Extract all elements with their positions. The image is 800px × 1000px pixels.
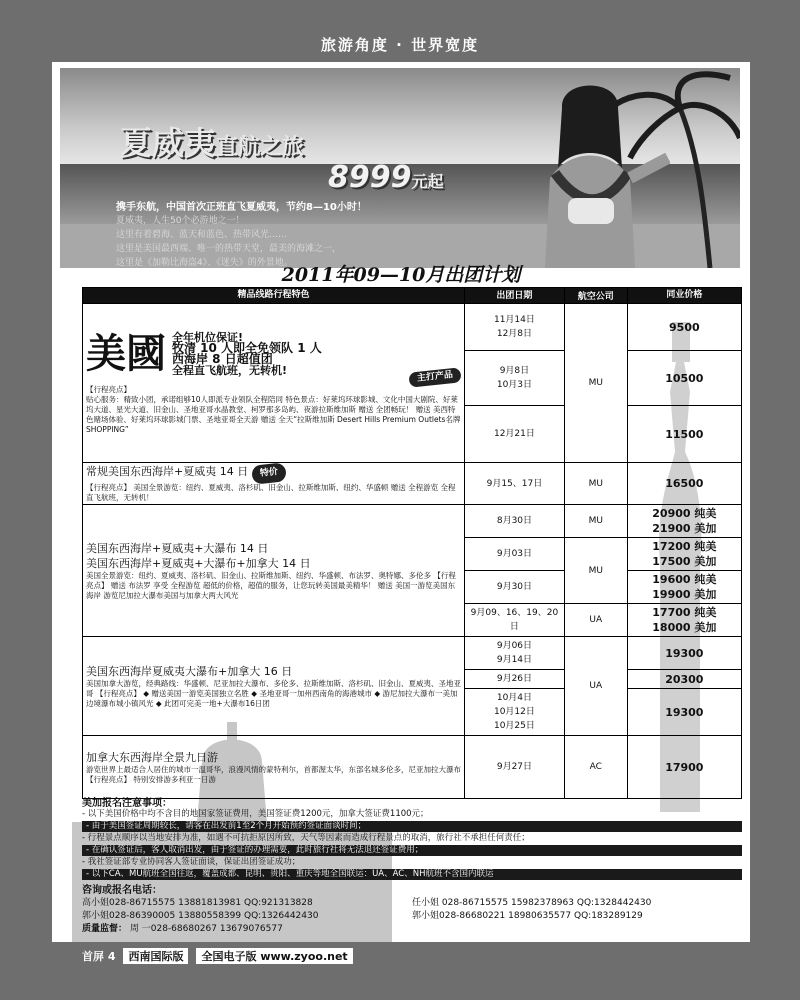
date-text: 9月14日 bbox=[496, 655, 533, 665]
date-text: 9月8日 bbox=[499, 366, 530, 376]
hero-tagline: 携手东航，中国首次正班直飞夏威夷，节约8—10小时！ bbox=[116, 202, 367, 213]
table-row bbox=[83, 736, 742, 799]
airline-cell: MU bbox=[564, 505, 627, 538]
route-cell bbox=[83, 736, 465, 799]
registration-notes bbox=[82, 798, 742, 881]
usa-title: 美國 bbox=[86, 329, 166, 377]
footer-brand: 西南国际版 bbox=[123, 948, 188, 964]
date-text: 10月4日 bbox=[496, 693, 533, 703]
date-cell bbox=[465, 637, 565, 670]
price-cell bbox=[627, 538, 741, 571]
footer-page-number: 首屏 4 bbox=[82, 950, 116, 963]
note-item: - 行程景点顺序以当地安排为准，如遇不可抗拒原因所致，天气等因素而造成行程景点的取消，旅行社不承担任何责任； bbox=[82, 833, 530, 843]
date-cell: 9月03日 bbox=[465, 538, 565, 571]
route-body: 【行程亮点】 美国全景游览：纽约、夏威夷、洛杉矶、旧金山、拉斯维加斯、纽约、华盛顿 赠送 全程游览 全程直飞航班，无转机！ bbox=[86, 483, 456, 502]
usa-headline-2: 牧清 10 人即全免领队 1 人 bbox=[172, 340, 322, 355]
date-cell: 9月26日 bbox=[465, 670, 565, 689]
route-title: 美国东西海岸+夏威夷+大瀑布+加拿大 14 日 bbox=[86, 556, 311, 570]
price-cell: 19300 bbox=[627, 689, 741, 736]
contacts-title: 咨询或报名电话： bbox=[82, 885, 162, 896]
hula-woman-image bbox=[510, 78, 670, 268]
date-text: 9月06日 bbox=[496, 641, 533, 651]
route-cell bbox=[83, 505, 465, 637]
route-body: 美国加拿大游览，经典路线：华盛顿、尼亚加拉大瀑布、多伦多、拉斯维加斯、洛杉矶、旧金山、夏威夷、圣地亚哥 【行程亮点】 ◆ 赠送美国一游览美国独立名胜 ◆ 圣地亚哥一加州西南角的海港城市 ◆ 游尼加拉大瀑布一美加边境瀑布城小镇风光 ◆ 此团可完美一地+大瀑布16日团 bbox=[86, 678, 461, 708]
price-text: 17700 纯美 bbox=[652, 606, 717, 619]
price-cell: 20300 bbox=[627, 670, 741, 689]
note-item: - 以下CA、MU航班全国往返，覆盖成都、昆明、贵阳、重庆等地全国联运：UA、AC、NH航班不含国内联运 bbox=[82, 869, 742, 880]
route-body: 美国全景游览：纽约、夏威夷、洛杉矶、旧金山、拉斯维加斯、纽约、华盛顿、布法罗、奥特娜、多伦多 【行程亮点】 赠送 布法罗 享受 全程游览 超低的价格，超值的服务，让您玩转美国最美精华！ 赠送 美国一游览美国东海岸 游览尼加拉大瀑布美国与加拿大两大风光 bbox=[86, 570, 456, 600]
date-cell: 8月30日 bbox=[465, 505, 565, 538]
usa-route-cell bbox=[83, 304, 465, 463]
route-title: 美国东西海岸夏威夷大瀑布+加拿大 16 日 bbox=[86, 664, 293, 678]
quality-supervision: 质量监督： 周 一028-68680267 13679076577 bbox=[82, 924, 283, 934]
airline-cell: UA bbox=[564, 604, 627, 637]
page-header-title: 旅游角度 · 世界宽度 bbox=[320, 36, 480, 54]
header-date: 出团日期 bbox=[465, 288, 565, 304]
price-text: 20900 纯美 bbox=[652, 507, 717, 520]
hero-price-value: 8999 bbox=[328, 160, 412, 195]
airline-cell: MU bbox=[564, 538, 627, 604]
hero-line: 这里是《加勒比海盗4》、《迷失》的外景地。 bbox=[116, 258, 293, 268]
price-cell: 10500 bbox=[627, 351, 741, 406]
date-cell: 12月21日 bbox=[465, 406, 565, 463]
table-row bbox=[83, 637, 742, 670]
usa-headline-4: 全程直飞航班，无转机! bbox=[172, 363, 288, 377]
date-cell: 9月27日 bbox=[465, 736, 565, 799]
plan-title: 2011年09—10月出团计划 bbox=[281, 264, 521, 286]
note-item: - 以下美国价格中均不含目的地国家签证费用，美国签证费1200元，加拿大签证费1100元； bbox=[82, 809, 429, 819]
note-item: - 在确认签证后，客人取消出发，由于签证的办理需要，此时旅行社将无法退还签证费用； bbox=[82, 845, 742, 856]
price-text: 19600 纯美 bbox=[652, 573, 717, 586]
price-cell: 17900 bbox=[627, 736, 741, 799]
hero-title-main: 夏威夷 bbox=[120, 124, 217, 162]
tour-plan-table bbox=[82, 287, 742, 799]
route-title-text: 常规美国东西海岸+夏威夷 14 日 bbox=[86, 465, 249, 478]
main-product-badge: 主打产品 bbox=[408, 367, 461, 387]
note-item: - 由于美国签证周期较长，请客在出发前1至2个月开始预约签证面谈时间； bbox=[82, 821, 742, 832]
hero-price-unit: 元起 bbox=[411, 172, 444, 191]
date-text: 12月8日 bbox=[496, 329, 533, 339]
hero-line: 夏威夷，人生50个必游地之一！ bbox=[116, 216, 245, 226]
price-text: 17500 美加 bbox=[652, 555, 717, 568]
route-title bbox=[86, 464, 461, 483]
date-cell bbox=[465, 351, 565, 406]
route-body: 游览世界上最适合人居住的城市一温哥华，浪漫风情的蒙特利尔，首都渥太华，东部名城多伦多，尼亚加拉大瀑布 【行程亮点】 特别安排游多利亚一日游 bbox=[86, 764, 461, 784]
price-cell: 9500 bbox=[627, 304, 741, 351]
date-text: 10月12日 bbox=[493, 707, 535, 717]
table-row bbox=[83, 463, 742, 505]
date-cell: 9月30日 bbox=[465, 571, 565, 604]
price-cell bbox=[627, 604, 741, 637]
route-cell bbox=[83, 637, 465, 736]
date-cell bbox=[465, 689, 565, 736]
date-cell: 9月09、16、19、20日 bbox=[465, 604, 565, 637]
special-price-badge: 特价 bbox=[251, 462, 287, 484]
notes-title: 美加报名注意事项： bbox=[82, 798, 172, 809]
price-cell bbox=[627, 505, 741, 538]
date-cell bbox=[465, 304, 565, 351]
route-cell bbox=[83, 463, 465, 505]
contact-row: 高小姐028-86715575 13881813981 QQ:921313828 任小姐 028-86715575 15982378963 QQ:1328442430 bbox=[82, 898, 652, 908]
date-text: 10月25日 bbox=[493, 721, 535, 731]
date-cell: 9月15、17日 bbox=[465, 463, 565, 505]
hero-title bbox=[120, 118, 304, 164]
hero-line: 这里是美国最西端、唯一的热带天堂，最美的海滩之一， bbox=[116, 244, 342, 254]
date-text: 11月14日 bbox=[493, 315, 535, 325]
usa-headline-1: 全年机位保证! bbox=[172, 330, 244, 344]
price-text: 17200 纯美 bbox=[652, 540, 717, 553]
contact-section bbox=[82, 884, 742, 936]
hero-banner bbox=[60, 68, 740, 268]
route-title: 美国东西海岸+夏威夷+大瀑布 14 日 bbox=[86, 541, 269, 555]
usa-headline-3: 西海岸 8 日超值团 bbox=[172, 351, 273, 366]
price-cell: 19300 bbox=[627, 637, 741, 670]
price-cell: 11500 bbox=[627, 406, 741, 463]
table-row bbox=[83, 505, 742, 538]
table-header-row bbox=[83, 288, 742, 304]
header-price: 同业价格 bbox=[627, 288, 741, 304]
table-row bbox=[83, 304, 742, 351]
contact-row: 郭小姐028-86390005 13880558399 QQ:1326442430 郭小姐028-86680221 18980635577 QQ:183289129 bbox=[82, 911, 643, 921]
hero-line: 这里有着碧海、蓝天和蓝色、热带风光…… bbox=[116, 230, 288, 240]
price-cell bbox=[627, 571, 741, 604]
page-sheet bbox=[52, 62, 750, 942]
price-text: 18000 美加 bbox=[652, 621, 717, 634]
airline-cell: MU bbox=[564, 463, 627, 505]
usa-route-body: 贴心服务：精致小团，承诺组够10人即派专业领队全程陪同 特色景点：好莱坞环球影城、文化中国大剧院、好莱坞大道、星光大道、旧金山、圣地亚哥水晶教堂、柯罗那多岛屿、夜游拉斯维加斯 赠送 全团畅玩！ 赠送 美西特色赌场体验、好莱坞环球影城门票、圣地亚哥全天游 赠送 全天“拉斯维加斯 Desert Hills Premium Outlets名牌SHOPPING” bbox=[86, 394, 461, 434]
usa-highlight-label: 【行程亮点】 bbox=[86, 384, 131, 394]
price-text: 19900 美加 bbox=[652, 588, 717, 601]
footer-website-link[interactable]: 全国电子版 www.zyoo.net bbox=[196, 948, 352, 964]
airline-cell: MU bbox=[564, 304, 627, 463]
airline-cell: UA bbox=[564, 637, 627, 736]
airline-cell: AC bbox=[564, 736, 627, 799]
price-cell: 16500 bbox=[627, 463, 741, 505]
hero-title-sub: 直航之旅 bbox=[216, 134, 305, 160]
date-text: 10月3日 bbox=[496, 380, 533, 390]
note-item: - 我社签证部专业协同客人签证面谈，保证出团签证成功； bbox=[82, 857, 301, 867]
header-airline: 航空公司 bbox=[564, 288, 627, 304]
price-text: 21900 美加 bbox=[652, 522, 717, 535]
page-footer bbox=[82, 947, 353, 965]
header-route: 精品线路行程特色 bbox=[83, 288, 465, 304]
route-title: 加拿大东西海岸全景九日游 bbox=[86, 750, 218, 764]
hero-price bbox=[328, 160, 444, 195]
